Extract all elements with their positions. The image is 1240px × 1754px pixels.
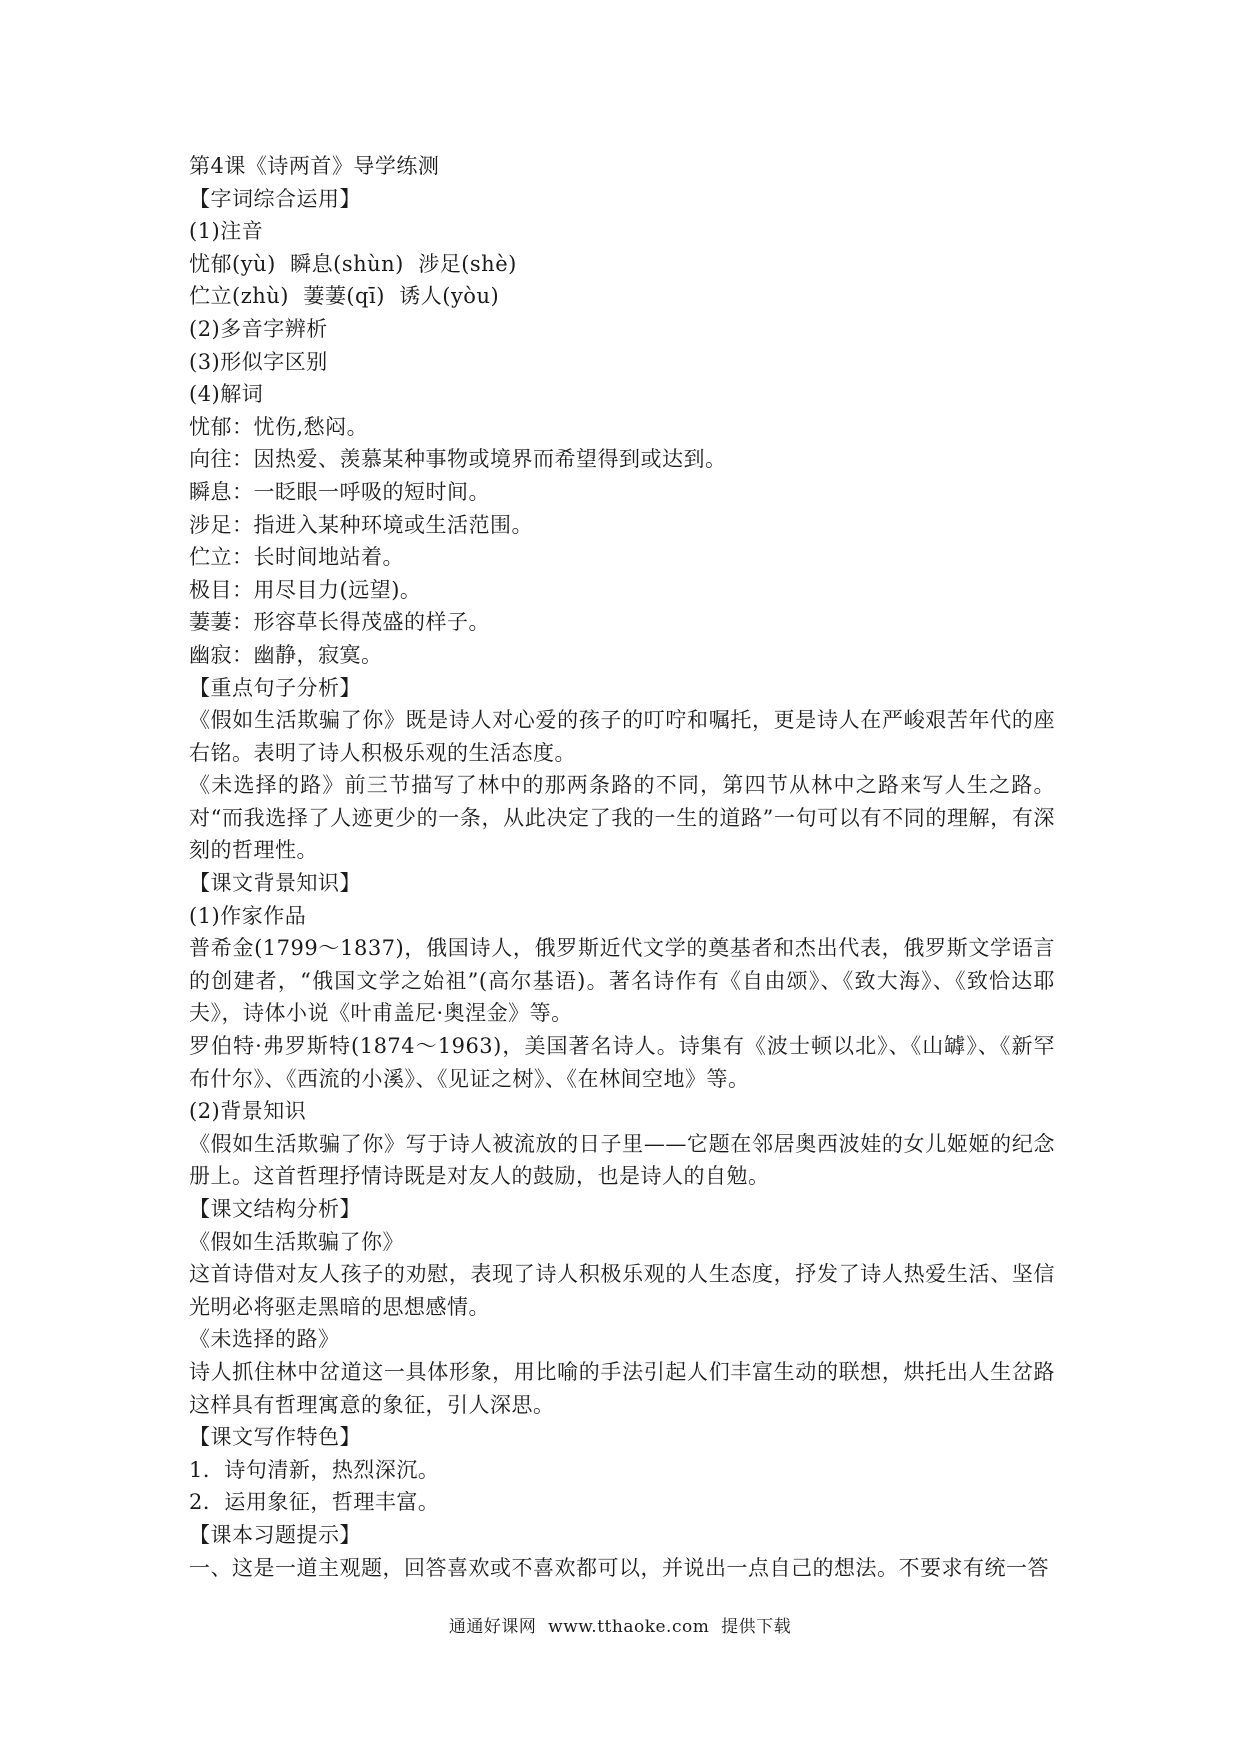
key-sentences-heading: 【重点句子分析】: [189, 675, 361, 700]
definition-item: 伫立：长时间地站着。: [189, 545, 404, 570]
vocab-heading: 【字词综合运用】: [189, 186, 361, 211]
structure-heading: 【课文结构分析】: [189, 1197, 361, 1221]
definitions-heading: (4)解词: [189, 382, 264, 407]
polyphone-heading: (2)多音字辨析: [189, 316, 328, 341]
authors-heading: (1)作家作品: [189, 903, 307, 928]
pinyin-line-2: 伫立(zhù) 萋萋(qī) 诱人(yòu): [189, 284, 500, 309]
poem-2-title: 《未选择的路》: [189, 1327, 340, 1352]
features-heading: 【课文写作特色】: [189, 1425, 361, 1450]
feature-item-1: 1．诗句清新，热烈深沉。: [189, 1457, 440, 1482]
definition-item: 萋萋：形容草长得茂盛的样子。: [189, 610, 490, 635]
key-sentence-paragraph-2: 《未选择的路》前三节描写了林中的那两条路的不同，第四节从林中之路来写人生之路。对“而我选择了人迹更少的一条，从此决定了我的一生的道路”一句可以有不同的理解，有深刻的哲理性。: [189, 773, 1055, 863]
context-heading: (2)背景知识: [189, 1099, 307, 1124]
pushkin-paragraph: 普希金(1799～1837)，俄国诗人，俄罗斯近代文学的奠基者和杰出代表，俄罗斯文学语言的创建者，“俄国文学之始祖”(高尔基语)。著名诗作有《自由颂》、《致大海》、《致恰达耶夫》，诗体小说《叶甫盖尼·奥涅金》等。: [189, 936, 1055, 1026]
exercises-heading: 【课本习题提示】: [189, 1522, 361, 1547]
exercise-item-1: 一、这是一道主观题，回答喜欢或不喜欢都可以，并说出一点自己的想法。不要求有统一答: [189, 1555, 1049, 1580]
definition-item: 极目：用尽目力(远望)。: [189, 577, 422, 602]
definition-item: 瞬息：一眨眼一呼吸的短时间。: [189, 479, 490, 504]
poem-1-analysis: 这首诗借对友人孩子的劝慰，表现了诗人积极乐观的人生态度，抒发了诗人热爱生活、坚信光明必将驱走黑暗的思想感情。: [189, 1262, 1055, 1319]
context-paragraph: 《假如生活欺骗了你》写于诗人被流放的日子里——它题在邻居奥西波娃的女儿姬姬的纪念册上。这首哲理抒情诗既是对友人的鼓励，也是诗人的自勉。: [189, 1131, 1055, 1189]
pinyin-heading: (1)注音: [189, 219, 264, 244]
page-footer: 通通好课网 www.tthaoke.com 提供下载: [448, 1617, 792, 1637]
definition-item: 忧郁：忧伤,愁闷。: [189, 414, 369, 439]
key-sentence-paragraph-1: 《假如生活欺骗了你》既是诗人对心爱的孩子的叮咛和嘱托，更是诗人在严峻艰苦年代的座右铭。表明了诗人积极乐观的生活态度。: [189, 708, 1055, 765]
document-body: [189, 150, 1055, 1584]
definition-item: 涉足：指进入某种环境或生活范围。: [189, 512, 533, 537]
definition-item: 向往：因热爱、羡慕某种事物或境界而希望得到或达到。: [189, 447, 727, 472]
poem-2-analysis: 诗人抓住林中岔道这一具体形象，用比喻的手法引起人们丰富生动的联想，烘托出人生岔路这样具有哲理寓意的象征，引人深思。: [189, 1359, 1055, 1417]
document-title: 第4课《诗两首》导学练测: [189, 154, 440, 178]
feature-item-2: 2．运用象征，哲理丰富。: [189, 1490, 440, 1515]
frost-paragraph: 罗伯特·弗罗斯特(1874～1963)，美国著名诗人。诗集有《波士顿以北》、《山罅》、《新罕布什尔》、《西流的小溪》、《见证之树》、《在林间空地》等。: [189, 1034, 1055, 1091]
definition-item: 幽寂：幽静，寂寞。: [189, 642, 383, 667]
similar-chars-heading: (3)形似字区别: [189, 349, 328, 374]
pinyin-line-1: 忧郁(yù) 瞬息(shùn) 涉足(shè): [189, 251, 517, 276]
background-heading: 【课文背景知识】: [189, 871, 361, 896]
poem-1-title: 《假如生活欺骗了你》: [189, 1229, 404, 1254]
